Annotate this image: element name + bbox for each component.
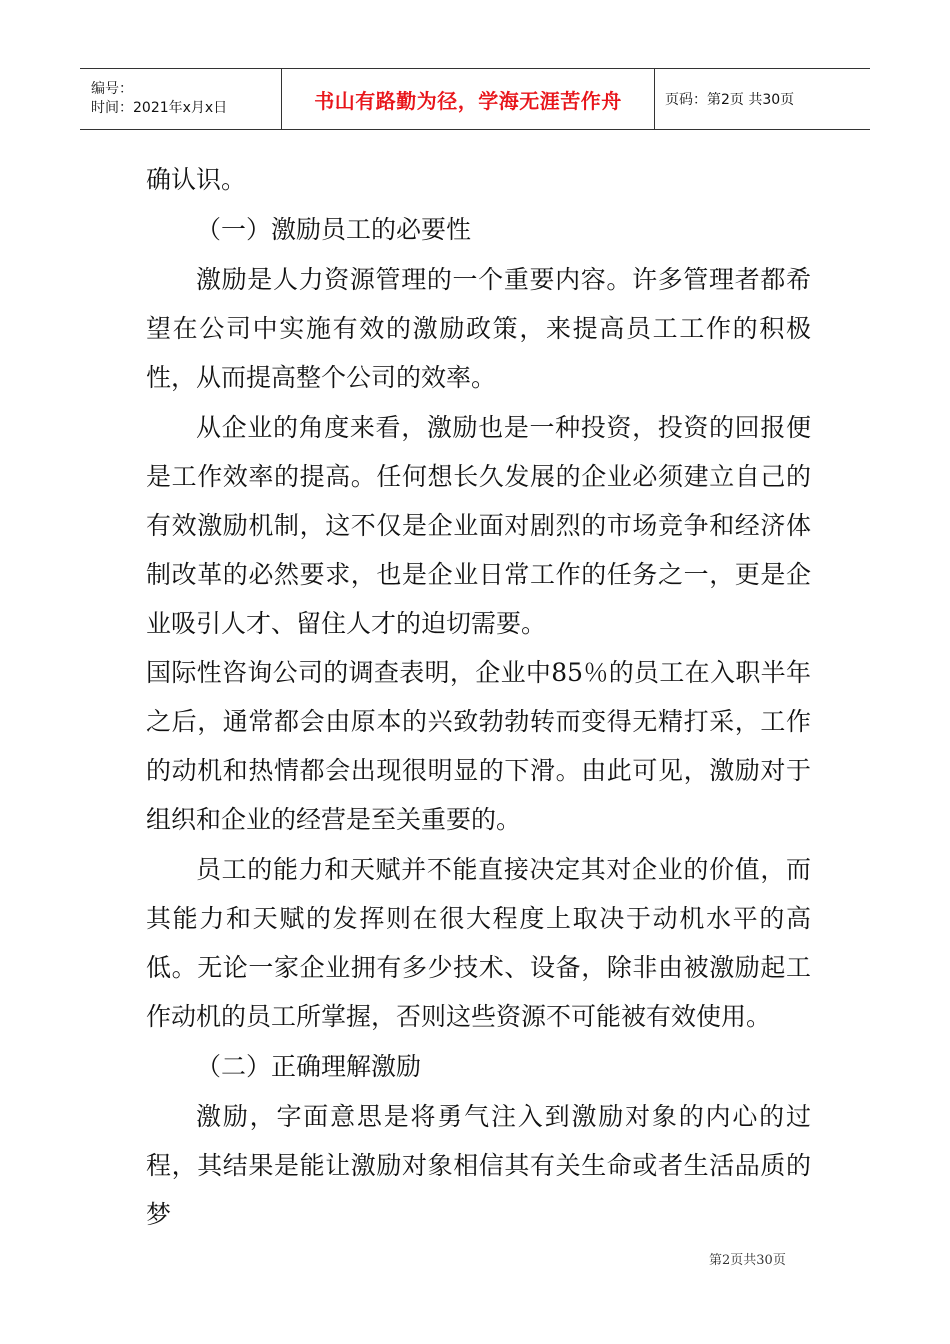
number-label: 编号： — [91, 81, 133, 97]
paragraph: 国际性咨询公司的调查表明，企业中85％的员工在入职半年之后，通常都会由原本的兴致勃勃转而变得无精打采，工作的动机和热情都会出现很明显的下滑。由此可见，激励对于组织和企业的经营是至关重要的。 — [146, 658, 811, 834]
motto: 书山有路勤为径，学海无涯苦作舟 — [314, 88, 622, 113]
time-label: 时间：2021年x月x日 — [91, 100, 228, 116]
paragraph: 确认识。 — [146, 165, 247, 194]
page-label: 页码：第2页 共30页 — [665, 92, 795, 108]
document-body — [146, 155, 811, 1239]
header-page-cell — [655, 69, 870, 129]
paragraph: 从企业的角度来看，激励也是一种投资，投资的回报便是工作效率的提高。任何想长久发展的企业必须建立自己的有效激励机制，这不仅是企业面对剧烈的市场竞争和经济体制改革的必然要求，也是企业日常工作的任务之一，更是企业吸引人才、留住人才的迫切需要。 — [146, 413, 811, 638]
section-heading: （二）正确理解激励 — [196, 1052, 422, 1081]
paragraph: 员工的能力和天赋并不能直接决定其对企业的价值，而其能力和天赋的发挥则在很大程度上取决于动机水平的高低。无论一家企业拥有多少技术、设备，除非由被激励起工作动机的员工所掌握，否则这些资源不可能被有效使用。 — [146, 855, 811, 1031]
page-header — [80, 68, 870, 130]
header-meta — [80, 69, 281, 129]
header-motto-cell — [281, 69, 655, 129]
page-footer: 第2页共30页 — [709, 1253, 786, 1268]
section-heading: （一）激励员工的必要性 — [196, 215, 472, 244]
paragraph: 激励，字面意思是将勇气注入到激励对象的内心的过程，其结果是能让激励对象相信其有关生命或者生活品质的梦 — [146, 1102, 811, 1229]
paragraph: 激励是人力资源管理的一个重要内容。许多管理者都希望在公司中实施有效的激励政策，来提高员工工作的积极性，从而提高整个公司的效率。 — [146, 265, 811, 392]
